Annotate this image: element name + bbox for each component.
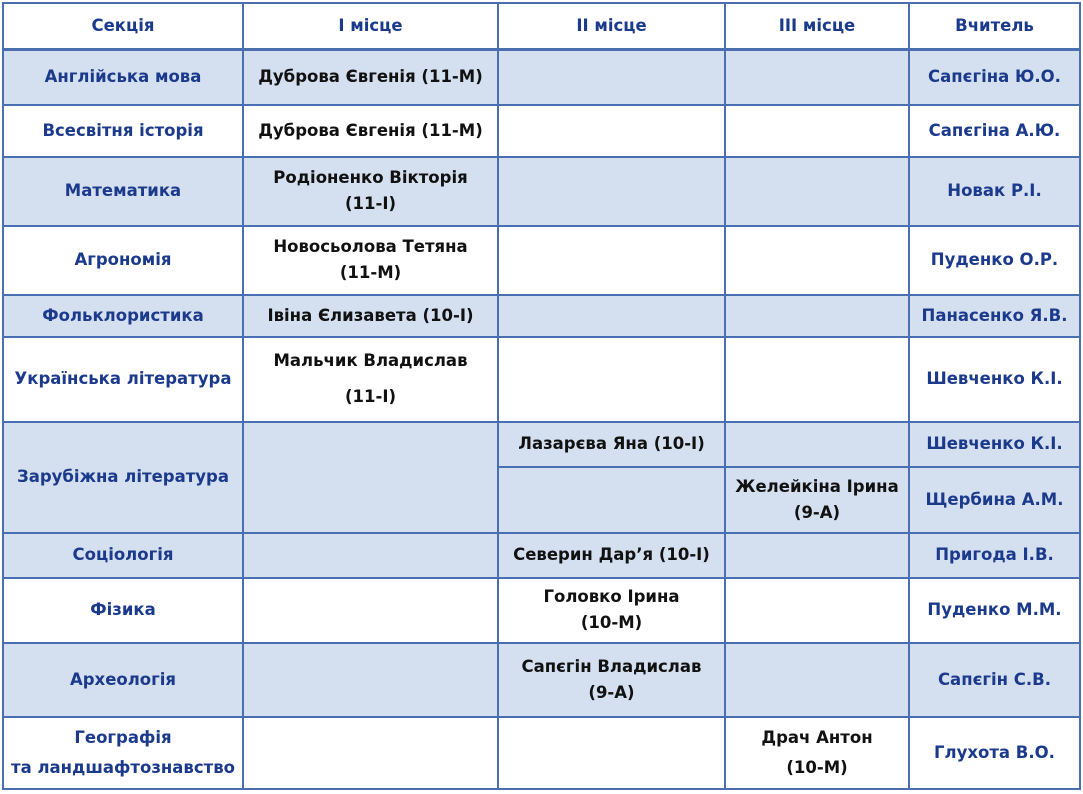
third-place-cell <box>725 643 909 717</box>
second-place-cell <box>498 643 725 717</box>
second-place-cell <box>498 105 725 157</box>
section-cell: Математика <box>3 157 243 226</box>
student-name: Сапєгін Владислав <box>521 656 702 676</box>
table-row <box>3 157 1080 226</box>
student-name: Мальчик Владислав <box>273 351 468 370</box>
teacher-cell: Глухота В.О. <box>909 717 1080 789</box>
third-place-cell <box>725 467 909 533</box>
second-place-cell <box>498 295 725 337</box>
header-first-place: I місце <box>243 3 498 50</box>
table-row <box>3 533 1080 578</box>
section-cell: Всесвітня історія <box>3 105 243 157</box>
table-row <box>3 50 1080 105</box>
second-place-cell <box>498 578 725 643</box>
student-class: (11-М) <box>339 263 402 282</box>
third-place-cell <box>725 717 909 789</box>
table-row <box>3 422 1080 467</box>
teacher-cell: Пуденко М.М. <box>909 578 1080 643</box>
student-class: (10-М) <box>580 613 643 632</box>
second-place-cell: Лазарєва Яна (10-І) <box>498 422 725 467</box>
third-place-cell <box>725 422 909 467</box>
table-row <box>3 105 1080 157</box>
teacher-cell: Сапєгіна А.Ю. <box>909 105 1080 157</box>
first-place-cell <box>243 422 498 533</box>
first-place-cell <box>243 578 498 643</box>
header-section: Секція <box>3 3 243 50</box>
section-cell <box>3 717 243 789</box>
teacher-cell: Сапєгін С.В. <box>909 643 1080 717</box>
second-place-cell <box>498 226 725 295</box>
table-row <box>3 337 1080 422</box>
student-class: (10-М) <box>786 757 848 777</box>
teacher-cell: Сапєгіна Ю.О. <box>909 50 1080 105</box>
student-class: (11-I) <box>344 194 397 213</box>
section-name-line: Географія <box>74 727 172 747</box>
section-cell: Англійська мова <box>3 50 243 105</box>
second-place-cell <box>498 337 725 422</box>
results-table <box>2 2 1081 790</box>
student-class: (9-А) <box>793 502 841 522</box>
third-place-cell <box>725 578 909 643</box>
teacher-cell: Шевченко К.І. <box>909 422 1080 467</box>
table-row <box>3 226 1080 295</box>
first-place-cell: Дуброва Євгенія (11-М) <box>243 105 498 157</box>
header-second-place: II місце <box>498 3 725 50</box>
teacher-cell: Новак Р.І. <box>909 157 1080 226</box>
first-place-cell <box>243 717 498 789</box>
teacher-cell: Пригода І.В. <box>909 533 1080 578</box>
table-row <box>3 295 1080 337</box>
third-place-cell <box>725 533 909 578</box>
section-cell: Фольклористика <box>3 295 243 337</box>
header-row <box>3 3 1080 50</box>
section-cell: Агрономія <box>3 226 243 295</box>
table-row <box>3 643 1080 717</box>
table-row <box>3 717 1080 789</box>
first-place-cell <box>243 157 498 226</box>
section-cell: Українська література <box>3 337 243 422</box>
first-place-cell <box>243 226 498 295</box>
student-name: Головко Ірина <box>543 587 680 606</box>
student-class: (11-I) <box>344 387 397 406</box>
third-place-cell <box>725 226 909 295</box>
table-row <box>3 578 1080 643</box>
section-cell: Соціологія <box>3 533 243 578</box>
student-name: Новосьолова Тетяна <box>273 237 468 256</box>
section-cell: Зарубіжна література <box>3 422 243 533</box>
first-place-cell: Дуброва Євгенія (11-М) <box>243 50 498 105</box>
student-name: Драч Антон <box>761 727 873 747</box>
second-place-cell <box>498 717 725 789</box>
student-class: (9-А) <box>588 682 635 702</box>
first-place-cell <box>243 533 498 578</box>
second-place-cell <box>498 467 725 533</box>
third-place-cell <box>725 105 909 157</box>
student-name: Желейкіна Ірина <box>735 476 899 496</box>
header-teacher: Вчитель <box>909 3 1080 50</box>
student-name: Родіоненко Вікторія <box>273 168 468 187</box>
section-cell: Археологія <box>3 643 243 717</box>
first-place-cell <box>243 337 498 422</box>
section-name-line: та ландшафтознавство <box>11 757 235 777</box>
second-place-cell <box>498 157 725 226</box>
teacher-cell: Щербина А.М. <box>909 467 1080 533</box>
third-place-cell <box>725 50 909 105</box>
first-place-cell <box>243 643 498 717</box>
teacher-cell: Панасенко Я.В. <box>909 295 1080 337</box>
second-place-cell: Северин Дар’я (10-І) <box>498 533 725 578</box>
third-place-cell <box>725 337 909 422</box>
third-place-cell <box>725 157 909 226</box>
header-third-place: III місце <box>725 3 909 50</box>
second-place-cell <box>498 50 725 105</box>
teacher-cell: Пуденко О.Р. <box>909 226 1080 295</box>
third-place-cell <box>725 295 909 337</box>
teacher-cell: Шевченко К.І. <box>909 337 1080 422</box>
first-place-cell: Івіна Єлизавета (10-І) <box>243 295 498 337</box>
section-cell: Фізика <box>3 578 243 643</box>
